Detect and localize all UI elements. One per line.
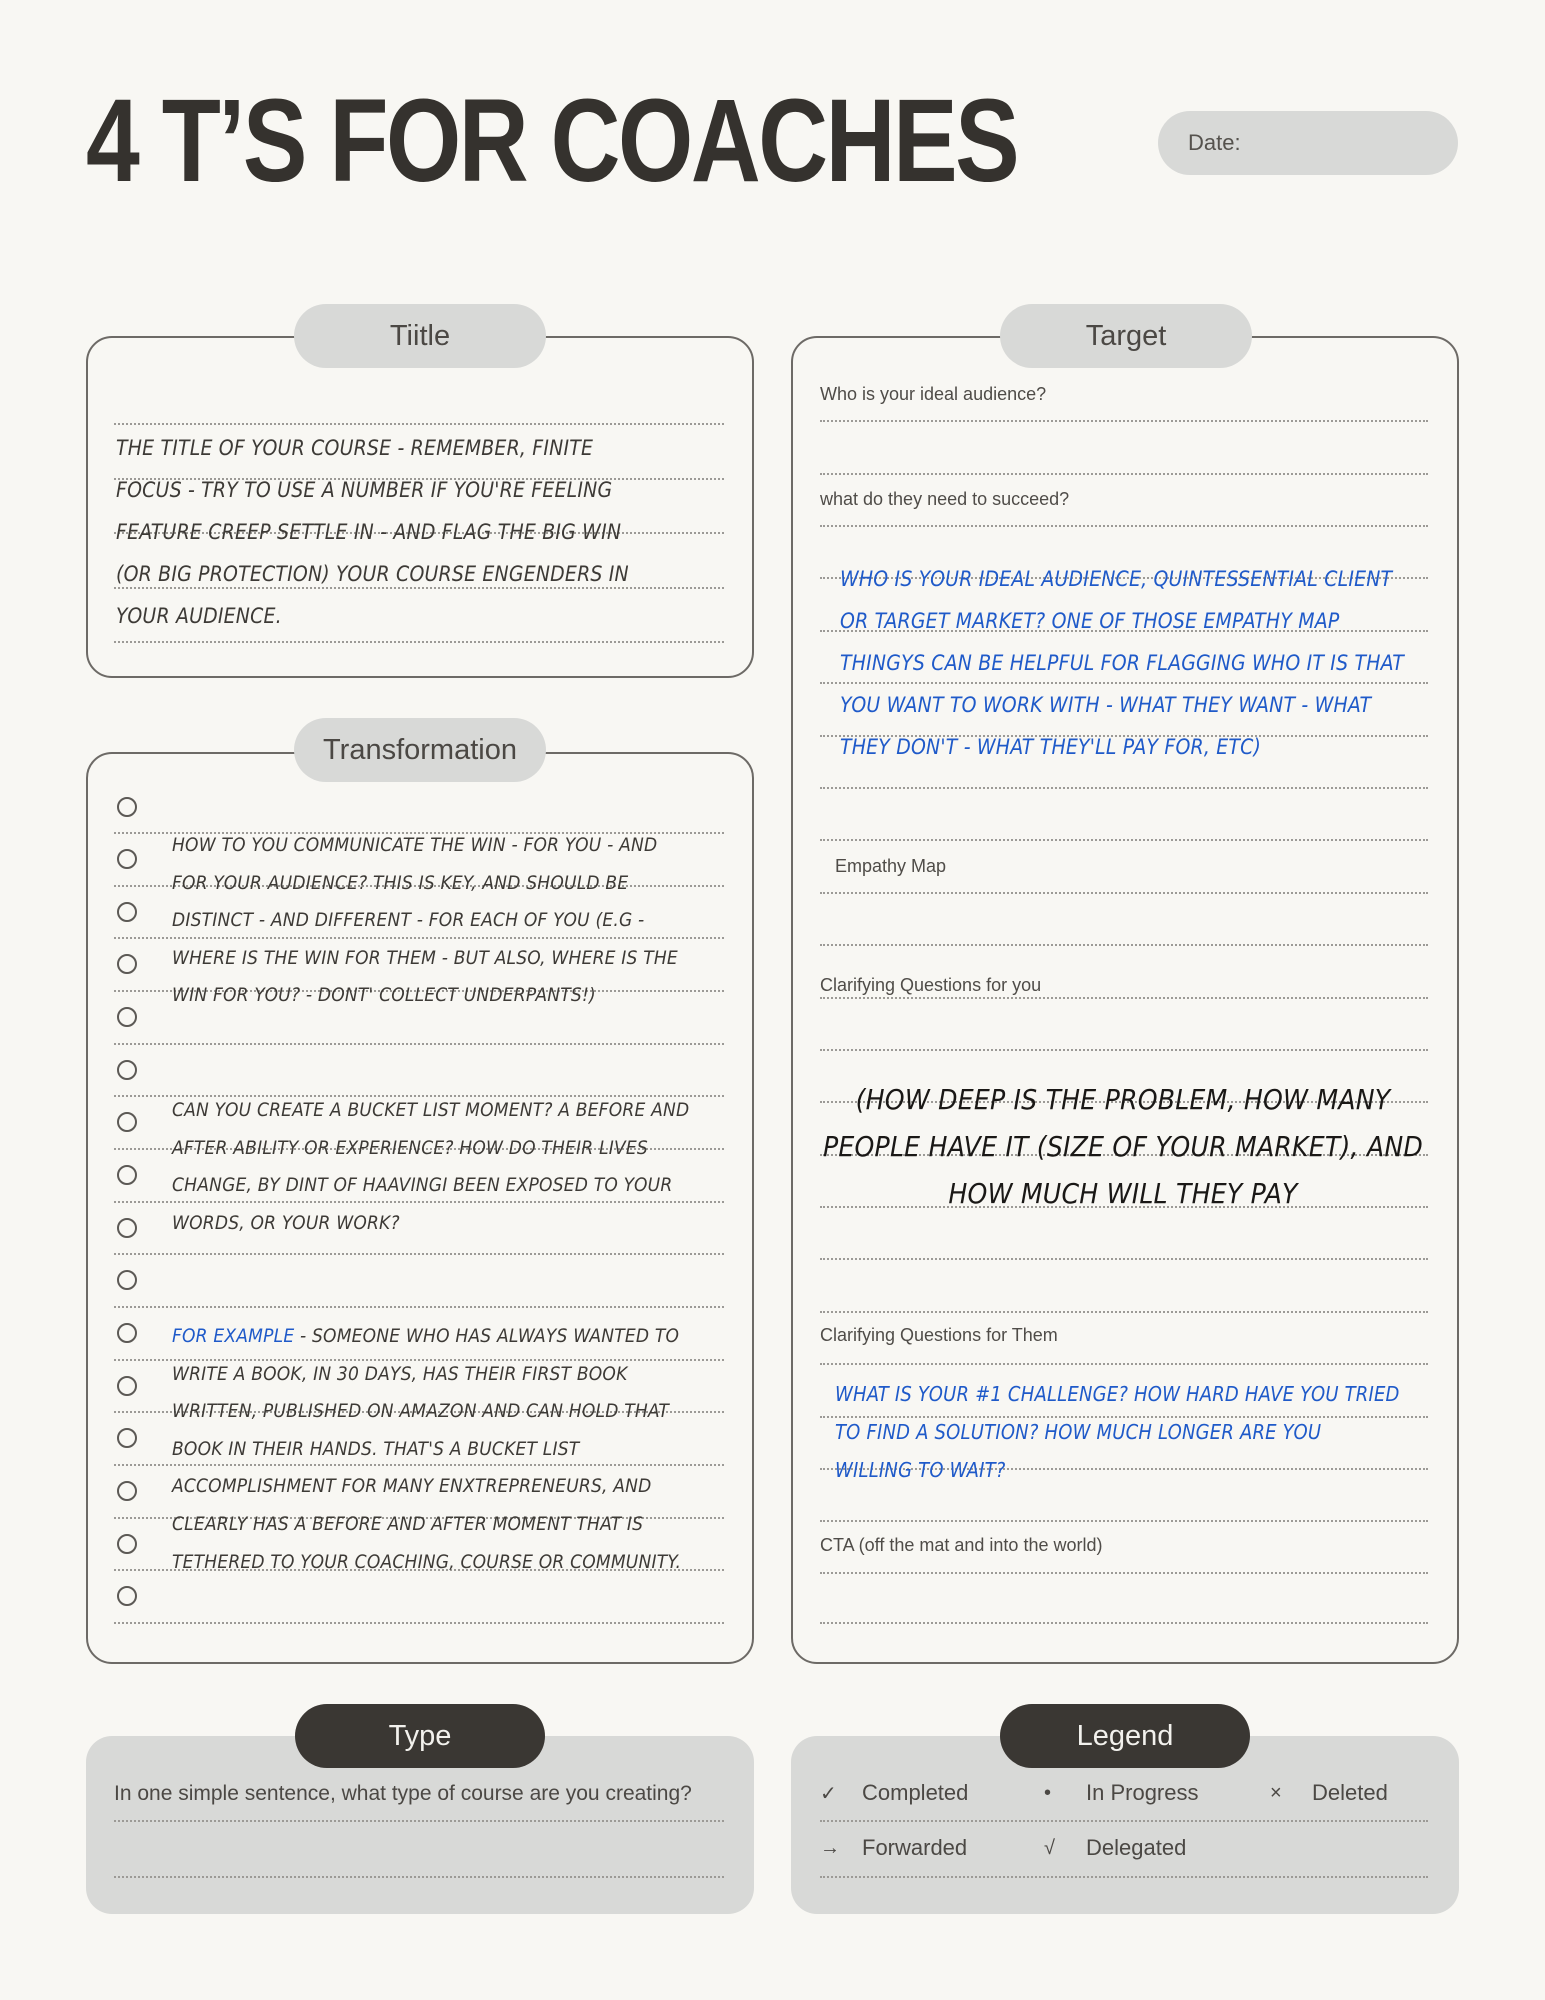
target-rule (820, 1520, 1428, 1522)
target-handwritten-challenge: WHAT IS YOUR #1 CHALLENGE? HOW HARD HAVE YOU TRIED TO FIND A SOLUTION? HOW MUCH LONGER ARE YOU WILLING TO WAIT? (835, 1382, 1400, 1482)
transformation-note-example (172, 1318, 692, 1581)
target-rule (820, 1258, 1428, 1260)
transformation-note-win: HOW TO YOU COMMUNICATE THE WIN - FOR YOU - AND FOR YOUR AUDIENCE? THIS IS KEY, AND SHOULD BE DISTINCT - AND DIFFERENT - FOR EACH OF YOU (E.G - WHERE IS THE WIN FOR THEM - BUT ALSO, WHERE IS THE WIN FOR YOU? - DONT' COLLECT UNDERPANTS!) (172, 834, 678, 1007)
transformation-checkbox[interactable] (117, 1007, 137, 1027)
root-check-icon: √ (1044, 1836, 1055, 1859)
legend-label: Deleted (1312, 1780, 1388, 1805)
check-icon: ✓ (820, 1782, 837, 1805)
target-rule (820, 892, 1428, 894)
example-text: - SOMEONE WHO HAS ALWAYS WANTED TO WRITE A BOOK, IN 30 DAYS, HAS THEIR FIRST BOOK WRITTEN, PUBLISHED ON AMAZON AND CAN HOLD THAT BOOK IN THEIR HANDS. THAT'S A BUCKET LIST ACCOMPLISHMENT FOR MANY ENXTREPRENEURS, AND CLEARLY HAS A BEFORE AND AFTER MOMENT THAT IS TETHERED TO YOUR COACHING, COURSE OR COMMUNITY. (172, 1325, 682, 1573)
target-rule (820, 944, 1428, 946)
label-cta: CTA (off the mat and into the world) (820, 1535, 1103, 1555)
target-handwritten-problem: (HOW DEEP IS THE PROBLEM, HOW MANY PEOPLE HAVE IT (SIZE OF YOUR MARKET), AND HOW MUCH WILL THEY PAY (823, 1083, 1423, 1210)
transformation-checkbox[interactable] (117, 1323, 137, 1343)
legend-item-completed (820, 1780, 968, 1806)
transformation-checkbox[interactable] (117, 1428, 137, 1448)
transformation-checkbox[interactable] (117, 1270, 137, 1290)
page-title: 4 T’S FOR COACHES (86, 75, 1018, 207)
legend-rule-2 (820, 1876, 1428, 1878)
transformation-checkbox[interactable] (117, 849, 137, 869)
title-rule-5 (114, 641, 724, 643)
legend-label: In Progress (1086, 1780, 1199, 1805)
transformation-checkbox[interactable] (117, 1376, 137, 1396)
target-rule (820, 787, 1428, 789)
target-handwritten-audience: WHO IS YOUR IDEAL AUDIENCE, QUINTESSENTIAL CLIENT OR TARGET MARKET? ONE OF THOSE EMPATHY MAP THINGYS CAN BE HELPFUL FOR FLAGGING WHO IT IS THAT YOU WANT TO WORK WITH - WHAT THEY WANT - WHAT THEY DON'T - WHAT THEY'LL PAY FOR, ETC) (840, 567, 1404, 759)
transformation-rule (114, 1253, 724, 1255)
transformation-checkbox[interactable] (117, 1534, 137, 1554)
transformation-checkbox[interactable] (117, 1165, 137, 1185)
transformation-checkbox[interactable] (117, 797, 137, 817)
legend-label: Delegated (1086, 1835, 1187, 1860)
transformation-rule (114, 1043, 724, 1045)
label-ideal-audience: Who is your ideal audience? (820, 384, 1047, 404)
type-panel-heading: Type (295, 1704, 545, 1768)
transformation-checkbox[interactable] (117, 902, 137, 922)
target-rule (820, 1363, 1428, 1365)
transformation-checkbox[interactable] (117, 1586, 137, 1606)
example-highlight: FOR EXAMPLE (172, 1325, 295, 1347)
type-rule-2[interactable] (114, 1876, 724, 1878)
type-rule-1[interactable] (114, 1820, 724, 1822)
legend-item-deleted (1270, 1780, 1388, 1806)
title-panel-heading: Tiitle (294, 304, 546, 368)
label-need-to-succeed: what do they need to succeed? (820, 489, 1070, 509)
target-rule (820, 473, 1428, 475)
label-clarifying-them: Clarifying Questions for Them (820, 1325, 1058, 1345)
legend-rule-1 (820, 1820, 1428, 1822)
title-handwritten-note: THE TITLE OF YOUR COURSE - REMEMBER, FINITE FOCUS - TRY TO USE A NUMBER IF YOU'RE FEELING FEATURE CREEP SETTLE IN - AND FLAG THE BIG WIN (OR BIG PROTECTION) YOUR COURSE ENGENDERS IN YOUR AUDIENCE. (116, 436, 629, 628)
target-rule (820, 525, 1428, 527)
transformation-checkbox[interactable] (117, 1060, 137, 1080)
transformation-panel-heading: Transformation (294, 718, 546, 782)
transformation-rule (114, 1622, 724, 1624)
target-rule (820, 997, 1428, 999)
dot-icon: • (1044, 1781, 1052, 1804)
transformation-note-bucket-list: CAN YOU CREATE A BUCKET LIST MOMENT? A BEFORE AND AFTER ABILITY OR EXPERIENCE? HOW DO THEIR LIVES CHANGE, BY DINT OF HAAVINGI BEEN EXPOSED TO YOUR WORDS, OR YOUR WORK? (172, 1099, 690, 1234)
target-rule (820, 1572, 1428, 1574)
date-field[interactable] (1158, 111, 1458, 175)
title-rule-1 (114, 423, 724, 425)
arrow-right-icon: → (820, 1836, 840, 1859)
target-rule (820, 420, 1428, 422)
target-rule (820, 839, 1428, 841)
legend-item-delegated (1044, 1835, 1186, 1861)
legend-label: Forwarded (862, 1835, 968, 1860)
label-clarifying-you: Clarifying Questions for you (820, 975, 1042, 995)
target-rule (820, 1311, 1428, 1313)
transformation-checkbox[interactable] (117, 1218, 137, 1238)
type-prompt: In one simple sentence, what type of course are you creating? (114, 1782, 692, 1805)
legend-item-forwarded (820, 1835, 967, 1861)
transformation-rule (114, 1306, 724, 1308)
label-empathy-map: Empathy Map (835, 856, 947, 876)
transformation-checkbox[interactable] (117, 954, 137, 974)
transformation-checkbox[interactable] (117, 1481, 137, 1501)
legend-label: Completed (862, 1780, 969, 1805)
date-label: Date: (1188, 130, 1241, 155)
target-panel-heading: Target (1000, 304, 1252, 368)
transformation-checkbox[interactable] (117, 1112, 137, 1132)
target-rule (820, 1622, 1428, 1624)
legend-item-in-progress (1044, 1780, 1199, 1806)
legend-panel-heading: Legend (1000, 1704, 1250, 1768)
target-rule (820, 1049, 1428, 1051)
cross-icon: × (1270, 1781, 1282, 1804)
